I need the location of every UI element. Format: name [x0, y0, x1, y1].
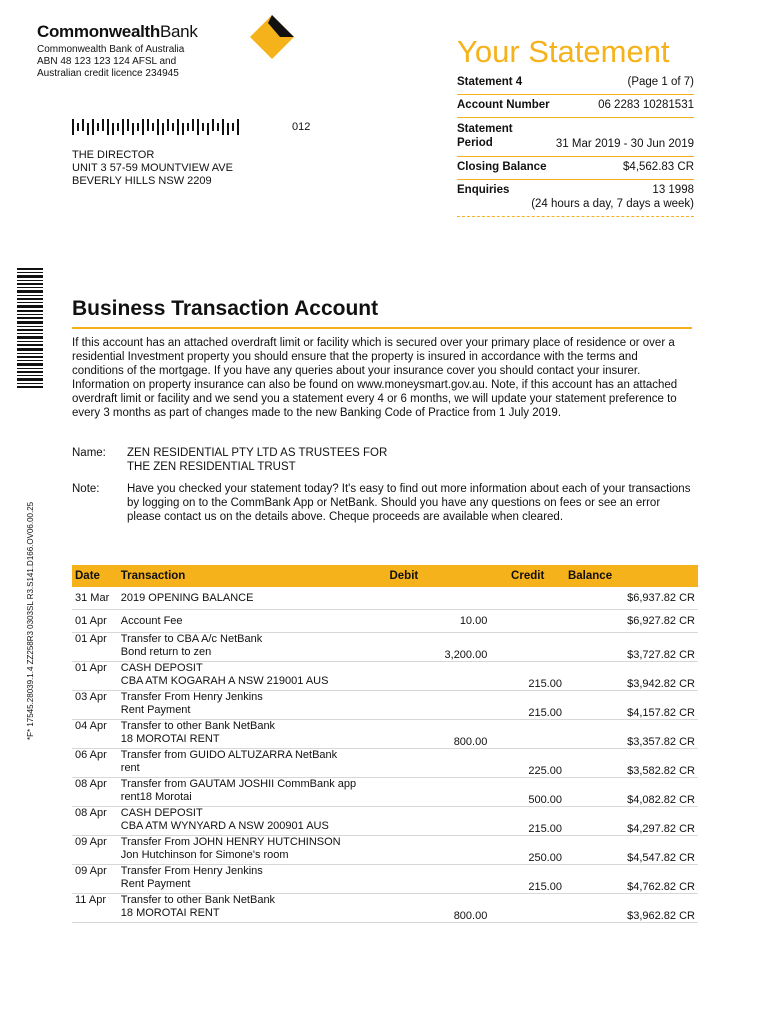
enquiries-phone: 13 1998	[652, 184, 694, 196]
mailing-address	[72, 149, 233, 188]
page-indicator: (Page 1 of 7)	[627, 76, 694, 88]
description-detail-line: 18 MOROTAI RENT	[120, 906, 220, 919]
table-row	[72, 720, 698, 749]
row-balance: $4,762.82 CR	[565, 865, 698, 894]
closing-balance-value: $4,562.83 CR	[623, 161, 694, 173]
row-debit: 10.00	[386, 610, 490, 633]
description-line: Transfer to other Bank NetBank	[120, 720, 276, 732]
transactions-table	[72, 565, 698, 923]
description-line: Transfer to other Bank NetBank	[120, 894, 276, 906]
row-date: 01 Apr	[72, 662, 118, 691]
table-row	[72, 807, 698, 836]
row-date: 06 Apr	[72, 749, 118, 778]
statement-number: Statement 4	[457, 76, 523, 88]
account-name-line: THE ZEN RESIDENTIAL TRUST	[127, 461, 296, 473]
closing-balance-row	[457, 157, 694, 180]
description-line: Transfer from GUIDO ALTUZARRA NetBank	[120, 749, 338, 761]
account-name-block	[72, 446, 692, 474]
statement-number-row	[457, 72, 694, 95]
row-date: 01 Apr	[72, 633, 118, 662]
account-number-row	[457, 95, 694, 118]
table-row	[72, 865, 698, 894]
row-balance: $3,727.82 CR	[565, 633, 698, 662]
statement-period-row	[457, 118, 694, 157]
account-note-block	[72, 482, 692, 524]
account-name-line: ZEN RESIDENTIAL PTY LTD AS TRUSTEES FOR	[127, 447, 388, 459]
row-debit	[386, 691, 490, 720]
description-line: 2019 OPENING BALANCE	[120, 591, 254, 604]
col-debit: Debit	[386, 565, 490, 587]
row-description	[118, 865, 387, 894]
description-detail-line: rent18 Morotai	[120, 790, 192, 803]
col-balance: Balance	[565, 565, 698, 587]
table-row	[72, 610, 698, 633]
table-row	[72, 778, 698, 807]
row-date: 01 Apr	[72, 610, 118, 633]
description-line: Transfer From Henry Jenkins	[120, 865, 263, 877]
side-barcode	[17, 268, 43, 388]
row-balance: $3,942.82 CR	[565, 662, 698, 691]
row-balance: $4,082.82 CR	[565, 778, 698, 807]
row-debit	[386, 587, 490, 610]
statement-period-label: Statement Period	[457, 123, 513, 149]
address-line: THE DIRECTOR	[72, 149, 155, 161]
row-balance: $4,297.82 CR	[565, 807, 698, 836]
description-detail-line: Jon Hutchinson for Simone's room	[120, 848, 289, 861]
row-debit: 800.00	[386, 720, 490, 749]
table-row	[72, 749, 698, 778]
row-description	[118, 610, 387, 633]
document-control-code: *F* 17545.28039.1.4 ZZ258R3 0303SL R3.S141.D166.OV06.00.25	[26, 501, 35, 740]
row-debit	[386, 865, 490, 894]
row-credit: 215.00	[490, 865, 565, 894]
row-debit	[386, 807, 490, 836]
account-number-label: Account Number	[457, 99, 550, 111]
legal-line: ABN 48 123 123 124 AFSL and	[37, 56, 177, 67]
account-number-value: 06 2283 10281531	[598, 99, 694, 111]
row-description	[118, 691, 387, 720]
account-name-value	[127, 446, 692, 474]
row-debit	[386, 836, 490, 865]
row-credit	[490, 587, 565, 610]
table-row	[72, 587, 698, 610]
title-divider	[72, 327, 692, 329]
description-line: Transfer From Henry Jenkins	[120, 691, 263, 703]
row-credit: 215.00	[490, 691, 565, 720]
col-credit: Credit	[490, 565, 565, 587]
account-note-label: Note:	[72, 483, 100, 495]
closing-balance-label: Closing Balance	[457, 161, 547, 173]
account-title: Business Transaction Account	[72, 297, 379, 320]
row-description	[118, 662, 387, 691]
row-date: 09 Apr	[72, 836, 118, 865]
col-date: Date	[72, 565, 118, 587]
row-balance: $4,157.82 CR	[565, 691, 698, 720]
row-debit	[386, 662, 490, 691]
legal-line: Australian credit licence 234945	[37, 68, 179, 79]
row-debit: 800.00	[386, 894, 490, 923]
row-debit	[386, 749, 490, 778]
description-detail-line: CBA ATM WYNYARD A NSW 200901 AUS	[120, 819, 329, 832]
enquiries-hours: (24 hours a day, 7 days a week)	[531, 198, 694, 210]
table-row	[72, 894, 698, 923]
row-date: 09 Apr	[72, 865, 118, 894]
row-credit	[490, 720, 565, 749]
description-detail-line: Bond return to zen	[120, 645, 212, 658]
description-line: CASH DEPOSIT	[120, 807, 203, 819]
table-row	[72, 691, 698, 720]
row-description	[118, 749, 387, 778]
legal-line: Commonwealth Bank of Australia	[37, 44, 185, 55]
description-detail-line: CBA ATM KOGARAH A NSW 219001 AUS	[120, 674, 329, 687]
bank-logo-icon	[250, 15, 294, 59]
row-date: 03 Apr	[72, 691, 118, 720]
address-line: UNIT 3 57-59 MOUNTVIEW AVE	[72, 162, 233, 174]
row-balance: $3,962.82 CR	[565, 894, 698, 923]
row-description	[118, 587, 387, 610]
row-description	[118, 720, 387, 749]
row-credit: 225.00	[490, 749, 565, 778]
enquiries-label: Enquiries	[457, 184, 510, 196]
row-credit: 215.00	[490, 662, 565, 691]
description-detail-line: Rent Payment	[120, 703, 191, 716]
statement-summary	[457, 72, 694, 217]
row-date: 11 Apr	[72, 894, 118, 923]
postal-barcode	[72, 119, 242, 135]
row-credit	[490, 610, 565, 633]
row-debit: 3,200.00	[386, 633, 490, 662]
account-intro-text: If this account has an attached overdraft limit or facility which is secured over your primary place of residence or over a residential Investment property you should ensure that the property is insured in accordance with the terms and conditions of the mortgage. If you have any queries about your insurance cover you should contact your insurer. Information on property insurance can also be found on www.moneysmart.gov.au. Note, if this account has an attached overdraft limit or facility and we send you a statement every 4 or 6 months, we will update your statement preference to every 3 months as part of changes made to the new Banking Code of Practice from 1 July 2019.	[72, 337, 678, 419]
row-credit	[490, 894, 565, 923]
row-balance: $3,357.82 CR	[565, 720, 698, 749]
statement-period-value: 31 Mar 2019 - 30 Jun 2019	[555, 138, 694, 150]
row-balance: $6,937.82 CR	[565, 587, 698, 610]
row-date: 04 Apr	[72, 720, 118, 749]
row-credit: 215.00	[490, 807, 565, 836]
description-detail-line: Rent Payment	[120, 877, 191, 890]
row-date: 08 Apr	[72, 778, 118, 807]
table-row	[72, 662, 698, 691]
row-date: 31 Mar	[72, 587, 118, 610]
row-credit: 250.00	[490, 836, 565, 865]
description-line: CASH DEPOSIT	[120, 662, 203, 674]
table-row	[72, 836, 698, 865]
row-description	[118, 778, 387, 807]
bank-legal-info	[37, 44, 217, 80]
row-description	[118, 807, 387, 836]
row-credit: 500.00	[490, 778, 565, 807]
description-line: Transfer to CBA A/c NetBank	[120, 633, 263, 645]
account-note-text: Have you checked your statement today? It's easy to find out more information about each of your transactions by logging on to the CommBank App or NetBank. Should you have any questions on fees or see an error please contact us on the details above. Cheque proceeds are available when cleared.	[127, 483, 691, 523]
row-balance: $6,927.82 CR	[565, 610, 698, 633]
description-detail-line: 18 MOROTAI RENT	[120, 732, 220, 745]
bank-logo-text: CommonwealthBank	[37, 22, 198, 41]
description-line: Transfer From JOHN HENRY HUTCHINSON	[120, 836, 341, 848]
enquiries-row	[457, 180, 694, 217]
row-debit	[386, 778, 490, 807]
description-line: Transfer from GAUTAM JOSHII CommBank app	[120, 778, 357, 790]
mail-sort-code: 012	[292, 121, 311, 133]
row-description	[118, 633, 387, 662]
statement-heading: Your Statement	[457, 34, 670, 69]
account-name-label: Name:	[72, 447, 106, 459]
address-line: BEVERLY HILLS NSW 2209	[72, 175, 212, 187]
row-balance: $4,547.82 CR	[565, 836, 698, 865]
description-detail-line: rent	[120, 761, 140, 774]
description-line: Account Fee	[120, 614, 183, 627]
col-transaction: Transaction	[118, 565, 387, 587]
row-description	[118, 894, 387, 923]
table-row	[72, 633, 698, 662]
row-balance: $3,582.82 CR	[565, 749, 698, 778]
row-date: 08 Apr	[72, 807, 118, 836]
row-description	[118, 836, 387, 865]
table-header-row	[72, 565, 698, 587]
row-credit	[490, 633, 565, 662]
